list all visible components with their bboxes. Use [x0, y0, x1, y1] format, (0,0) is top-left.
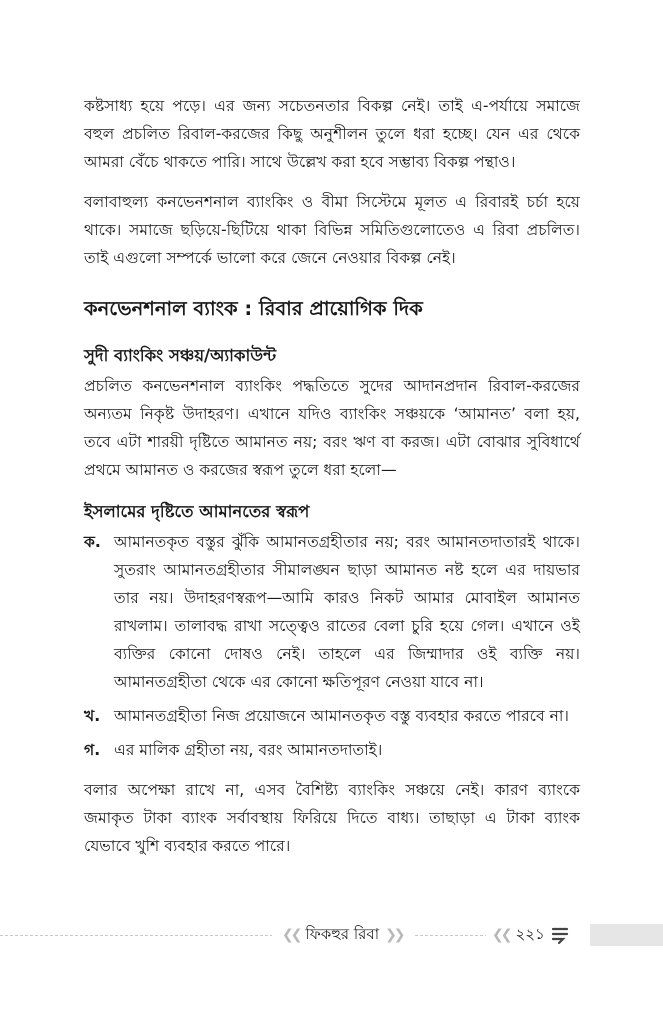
footer-title-group — [272, 922, 413, 948]
list-item-label: গ. — [84, 741, 101, 759]
page-body — [84, 92, 580, 872]
paragraph: বলার অপেক্ষা রাখে না, এসব বৈশিষ্ট্য ব্যাংকিং সঞ্চয়ে নেই। কারণ ব্যাংকে জমাকৃত টাকা ব্যাংক সর্বাবস্থায় ফিরিয়ে দিতে বাধ্য। তাছাড়া এ টাকা ব্যাংক যেভাবে খুশি ব্যবহার করতে পারে। — [84, 781, 580, 855]
list-item — [84, 702, 580, 730]
page-number: ২২১ — [515, 924, 545, 943]
list-item-label: খ. — [84, 707, 101, 725]
list-item — [84, 528, 580, 696]
book-title: ফিকহুর রিবা — [305, 924, 380, 943]
list-item-label: ক. — [84, 533, 101, 551]
subheading: সুদী ব্যাংকিং সঞ্চয়/অ্যাকাউন্ট — [84, 346, 277, 365]
footer-band — [590, 924, 663, 946]
page-footer — [0, 920, 663, 950]
footer-page-group — [486, 922, 575, 948]
chevron-right-icon: ❯❯ — [385, 927, 403, 943]
page-lines-icon — [551, 925, 569, 945]
chevron-left-icon: ❮❮ — [282, 927, 300, 943]
chevron-left-icon: ❮❮ — [492, 927, 510, 943]
list-item — [84, 736, 580, 764]
subheading: ইসলামের দৃষ্টিতে আমানতের স্বরূপ — [84, 502, 310, 521]
section-heading: কনভেনশনাল ব্যাংক : রিবার প্রায়োগিক দিক — [84, 297, 423, 320]
paragraph: প্রচলিত কনভেনশনাল ব্যাংকিং পদ্ধতিতে সুদের আদানপ্রদান রিবাল-করজের অন্যতম নিকৃষ্ট উদাহরণ। এখানে যদিও ব্যাংকিং সঞ্চয়কে ‘আমানত’ বলা হয়, তবে এটা শারয়ী দৃষ্টিতে আমানত নয়; বরং ঋণ বা করজ। এটা বোঝার সুবিধার্থে প্রথমে আমানত ও করজের স্বরূপ তুলে ধরা হলো— — [84, 377, 580, 479]
list-item-text: আমানতগ্রহীতা নিজ প্রয়োজনে আমানতকৃত বস্তু ব্যবহার করতে পারবে না। — [114, 707, 569, 725]
list-item-text: আমানতকৃত বস্তুর ঝুঁকি আমানতগ্রহীতার নয়; বরং আমানতদাতারই থাকে। সুতরাং আমানতগ্রহীতার সীমালঙ্ঘন ছাড়া আমানত নষ্ট হলে এর দায়ভার তার নয়। উদাহরণস্বরূপ—আমি কারও নিকট আমার মোবাইল আমানত রাখলাম। তালাবদ্ধ রাখা সত্ত্বেও রাতের বেলা চুরি হয়ে গেল। এখানে ওই ব্যক্তির কোনো দোষও নেই। তাহলে এর জিম্মাদার ওই ব্যক্তি নয়। আমানতগ্রহীতা থেকে এর কোনো ক্ষতিপূরণ নেওয়া যাবে না। — [114, 533, 580, 691]
paragraph: কষ্টসাধ্য হয়ে পড়ে। এর জন্য সচেতনতার বিকল্প নেই। তাই এ-পর্যায়ে সমাজে বহুল প্রচলিত রিবাল-করজের কিছু অনুশীলন তুলে ধরা হচ্ছে। যেন এর থেকে আমরা বেঁচে থাকতে পারি। সাথে উল্লেখ করা হবে সম্ভাব্য বিকল্প পন্থাও। — [84, 97, 580, 171]
list-item-text: এর মালিক গ্রহীতা নয়, বরং আমানতদাতাই। — [114, 741, 383, 759]
paragraph: বলাবাহুল্য কনভেনশনাল ব্যাংকিং ও বীমা সিস্টেমে মূলত এ রিবারই চর্চা হয়ে থাকে। সমাজে ছড়িয়ে-ছিটিয়ে থাকা বিভিন্ন সমিতিগুলোতেও এ রিবা প্রচলিত। তাই এগুলো সম্পর্কে ভালো করে জেনে নেওয়ার বিকল্প নেই। — [84, 193, 580, 267]
